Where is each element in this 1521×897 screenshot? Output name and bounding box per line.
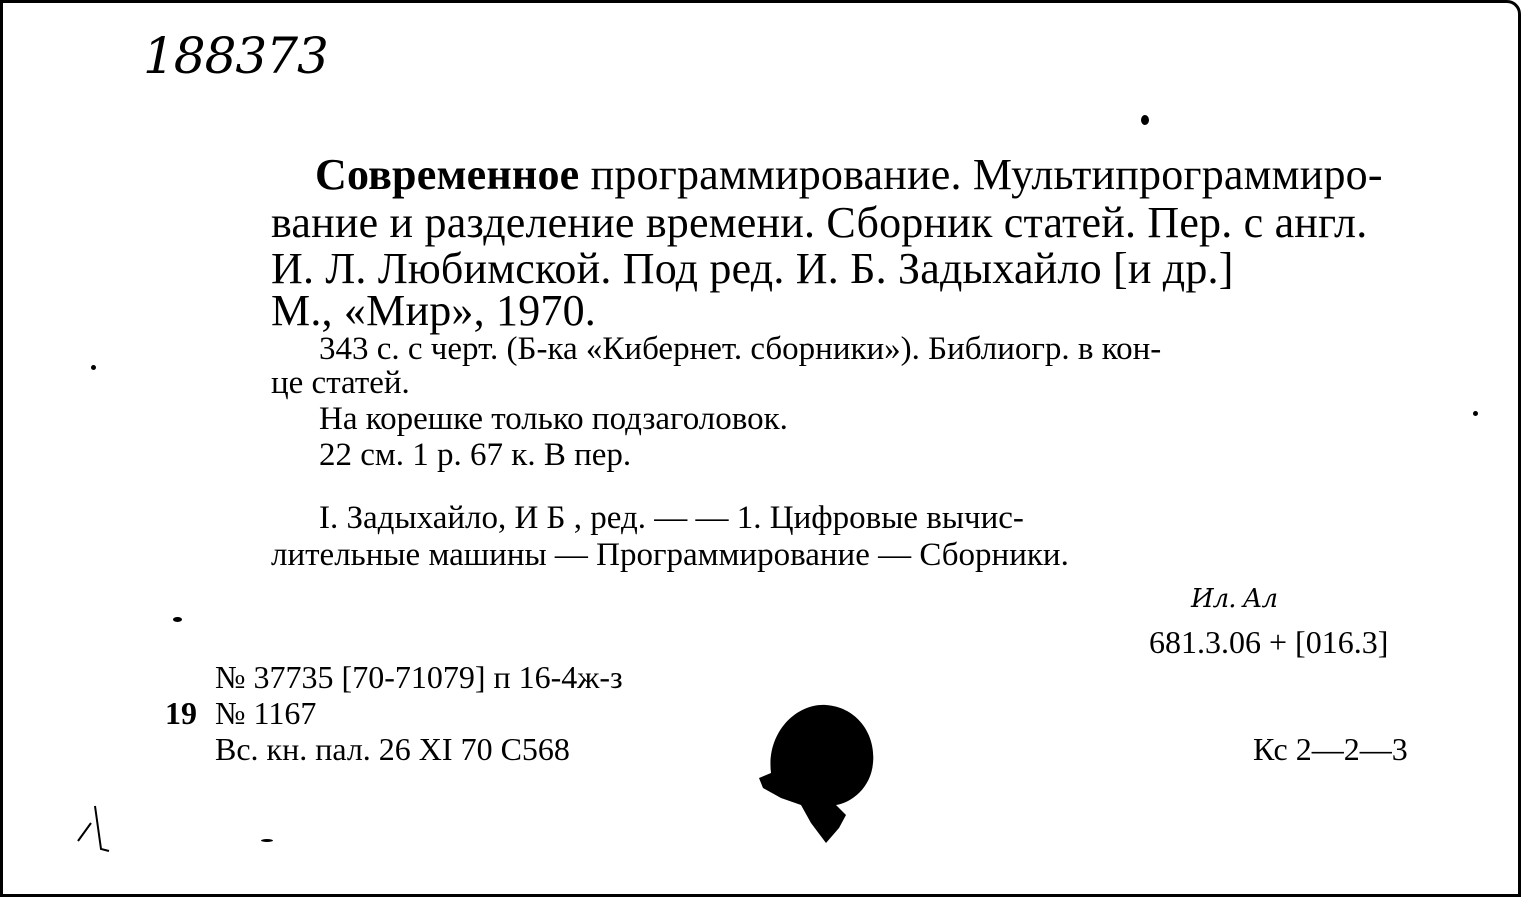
description-line-3: На корешке только подзаголовок. [319,401,788,437]
registration-line-3: Вс. кн. пал. 26 XI 70 С568 [215,731,570,767]
speck-mark [1473,411,1478,416]
description-line-2: це статей. [271,365,410,401]
stamp-icon [751,693,876,843]
entry-line-1-rest: программирование. Мультипрограммиро- [590,150,1383,199]
entry-line-3: И. Л. Любимской. Под ред. И. Б. Задыхайло [и др.] [271,244,1234,293]
speck-mark [261,839,273,842]
entry-line-2: вание и разделение времени. Сборник статей. Пер. с англ. [271,198,1368,247]
description-line-4: 22 см. 1 р. 67 к. В пер. [319,437,632,473]
speck-mark [91,365,96,370]
entry-line-4: М., «Мир», 1970. [271,286,596,335]
accession-number: 188373 [143,27,328,85]
registration-line-2: № 1167 [215,695,317,731]
registration-line-1: № 37735 [70-71079] п 16-4ж-з [215,659,623,695]
entry-line-1 [315,150,1383,199]
tracings-line-1: I. Задыхайло, И Б , ред. — — 1. Цифровые вычис- [319,500,1024,536]
udc-code: 681.3.06 + [016.3] [1149,624,1389,660]
registration-prefix: 19 [165,695,197,731]
speck-mark [173,617,182,622]
description-line-1: 343 с. с черт. (Б-ка «Кибернет. сборники»). Библиогр. в кон- [319,331,1162,367]
classification-code: Кс 2—2—3 [1253,731,1408,767]
speck-mark [1141,115,1149,125]
handwritten-mark-icon [73,801,118,856]
classification-handwritten-note: Ил. Ал [1191,584,1278,614]
entry-heading: Современное [315,150,580,199]
tracings-line-2: лительные машины — Программирование — Сборники. [271,537,1069,573]
